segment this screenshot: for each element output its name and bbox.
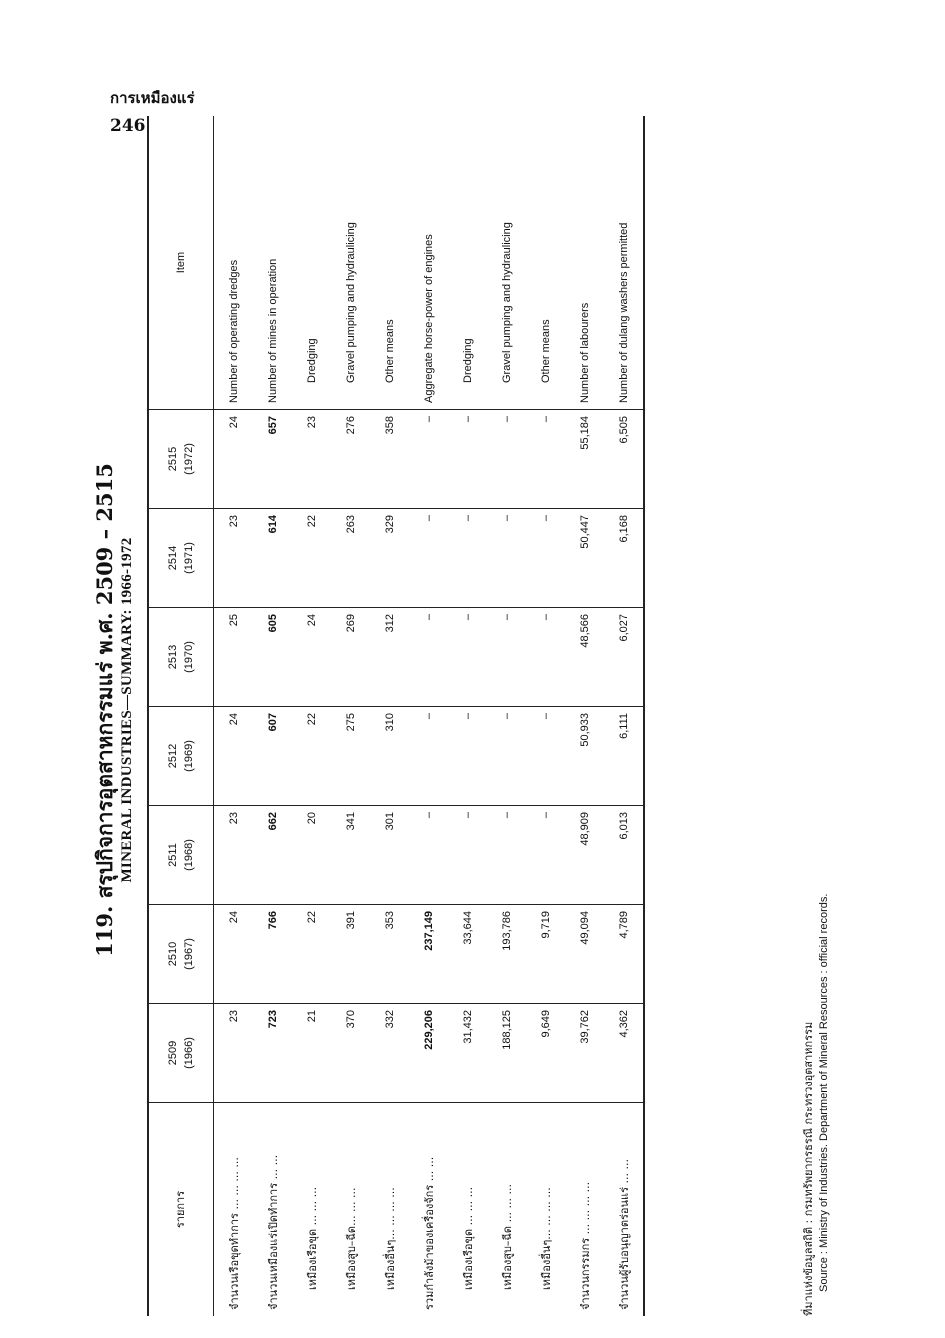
cell-value: 269 xyxy=(331,608,370,707)
row-label-english: Dredging xyxy=(448,116,487,410)
table-row xyxy=(214,116,254,1316)
cell-value: 24 xyxy=(214,905,254,1004)
cell-value: – xyxy=(526,410,565,509)
cell-value: – xyxy=(409,806,448,905)
cell-value: 263 xyxy=(331,509,370,608)
cell-value: 312 xyxy=(370,608,409,707)
cell-value: 229,206 xyxy=(422,1010,435,1050)
source-note-thai: ที่มาแห่งข้อมูลสถิติ : กรมทรัพยากรธรณี กระทรวงอุตสาหกรรม xyxy=(802,1021,815,1316)
cell-value: – xyxy=(409,608,448,707)
year-header: 2514 (1971) xyxy=(148,509,214,608)
cell-value: 614 xyxy=(253,509,292,608)
cell-value: 23 xyxy=(214,806,254,905)
cell-value: 358 xyxy=(370,410,409,509)
year-header: 2512 (1969) xyxy=(148,707,214,806)
cell-value: 6,168 xyxy=(604,509,644,608)
row-label-english: Other means xyxy=(526,116,565,410)
cell-value: – xyxy=(448,410,487,509)
cell-value: 657 xyxy=(253,410,292,509)
cell-value: 24 xyxy=(292,608,331,707)
cell-value: 6,013 xyxy=(604,806,644,905)
row-label-english: Number of dulang washers permitted xyxy=(604,116,644,410)
table-row xyxy=(526,116,565,1316)
cell-value: 605 xyxy=(253,608,292,707)
row-label-english: Gravel pumping and hydraulicing xyxy=(487,116,526,410)
section-header: การเหมืองแร่ xyxy=(110,89,195,107)
cell-value: 193,786 xyxy=(487,905,526,1004)
table-row xyxy=(331,116,370,1316)
cell-value: – xyxy=(487,410,526,509)
cell-value: – xyxy=(487,509,526,608)
cell-value: – xyxy=(526,509,565,608)
cell-value: 6,027 xyxy=(604,608,644,707)
cell-value: 301 xyxy=(370,806,409,905)
row-label-english: Number of labourers xyxy=(565,116,604,410)
cell-value: 329 xyxy=(370,509,409,608)
cell-value: 9,719 xyxy=(526,905,565,1004)
cell-value: 33,644 xyxy=(448,905,487,1004)
row-label-english: Dredging xyxy=(292,116,331,410)
row-label-thai: จำนวนเรือขุดทำการ ... ... ... ... xyxy=(214,1103,254,1317)
cell-value: 48,909 xyxy=(565,806,604,905)
row-label-english: Aggregate horse-power of engines xyxy=(409,116,448,410)
cell-value: – xyxy=(526,608,565,707)
row-label-english: Number of mines in operation xyxy=(253,116,292,410)
cell-value: 21 xyxy=(305,1010,318,1023)
cell-value: 22 xyxy=(292,707,331,806)
row-label-thai: เหมืองอื่นๆ... ... ... ... xyxy=(526,1103,565,1317)
cell-value: – xyxy=(409,707,448,806)
cell-value: 275 xyxy=(331,707,370,806)
page-number: 246 xyxy=(110,116,146,136)
cell-value: 310 xyxy=(370,707,409,806)
header-thai-item: รายการ xyxy=(148,1103,214,1317)
row-label-thai: เหมืองอื่นๆ... ... ... ... xyxy=(370,1103,409,1317)
year-header: 2509 (1966) xyxy=(148,1004,214,1103)
row-label-english: Gravel pumping and hydraulicing xyxy=(331,116,370,410)
cell-value: 23 xyxy=(292,410,331,509)
cell-value: 20 xyxy=(292,806,331,905)
row-label-thai: จำนวนผู้รับอนุญาตร่อนแร่ ... ... xyxy=(604,1103,644,1317)
cell-value: 55,184 xyxy=(565,410,604,509)
cell-value: 22 xyxy=(292,509,331,608)
cell-value: – xyxy=(487,608,526,707)
table-title-thai: 119. สรุปกิจการอุตสาหกรรมแร่ พ.ศ. 2509 – 2515 xyxy=(92,463,117,957)
cell-value: 24 xyxy=(214,410,254,509)
cell-value: 50,933 xyxy=(565,707,604,806)
cell-value: 48,566 xyxy=(565,608,604,707)
source-note-english xyxy=(818,894,830,1292)
cell-value: 9,649 xyxy=(539,1010,552,1038)
row-label-thai: จำนวนเหมืองแร่เปิดทำการ ... ... xyxy=(253,1103,292,1317)
row-label-english: Number of operating dredges xyxy=(214,116,254,410)
cell-value: 39,762 xyxy=(578,1010,591,1044)
table-row xyxy=(370,116,409,1316)
cell-value: – xyxy=(448,608,487,707)
cell-value: 723 xyxy=(266,1010,279,1029)
year-header: 2510 (1967) xyxy=(148,905,214,1004)
cell-value: 23 xyxy=(227,1010,240,1023)
cell-value: 4,789 xyxy=(604,905,644,1004)
cell-value: – xyxy=(409,410,448,509)
cell-value: 370 xyxy=(344,1010,357,1029)
cell-value: 4,362 xyxy=(604,1004,644,1103)
cell-value: – xyxy=(448,707,487,806)
table-row xyxy=(409,116,448,1316)
table-title-english: MINERAL INDUSTRIES—SUMMARY: 1966-1972 xyxy=(119,537,135,883)
cell-value: 24 xyxy=(214,707,254,806)
cell-value: – xyxy=(409,509,448,608)
cell-value: 23 xyxy=(214,509,254,608)
table-row xyxy=(253,116,292,1316)
source-text: : Ministry of Industries. Department of Mineral Resources : official records. xyxy=(818,893,830,1255)
cell-value: 607 xyxy=(253,707,292,806)
table-row xyxy=(292,116,331,1316)
cell-value: 332 xyxy=(383,1010,396,1029)
table-row xyxy=(604,116,644,1316)
cell-value: 6,505 xyxy=(604,410,644,509)
cell-value: 50,447 xyxy=(565,509,604,608)
cell-value: 353 xyxy=(370,905,409,1004)
cell-value: 22 xyxy=(292,905,331,1004)
table-row xyxy=(448,116,487,1316)
row-label-thai: เหมืองเรือขุด ... ... ... xyxy=(448,1103,487,1317)
cell-value: 6,111 xyxy=(604,707,644,806)
header-english-item: Item xyxy=(148,116,214,410)
row-label-english: Other means xyxy=(370,116,409,410)
cell-value: 341 xyxy=(331,806,370,905)
row-label-thai: เหมืองเรือขุด ... ... ... xyxy=(292,1103,331,1317)
row-label-thai: เหมืองสูบ–ฉีด... ... ... xyxy=(331,1103,370,1317)
cell-value: 49,094 xyxy=(565,905,604,1004)
year-header: 2511 (1968) xyxy=(148,806,214,905)
cell-value: – xyxy=(487,806,526,905)
rotated-table-page xyxy=(83,90,863,1330)
table-row xyxy=(565,116,604,1316)
cell-value: – xyxy=(487,707,526,806)
row-label-thai: รวมกำลังม้าของเครื่องจักร ... ... xyxy=(409,1103,448,1317)
cell-value: 188,125 xyxy=(500,1010,513,1050)
cell-value: – xyxy=(448,806,487,905)
year-header: 2513 (1970) xyxy=(148,608,214,707)
row-label-thai: เหมืองสูบ–ฉีด ... ... ... xyxy=(487,1103,526,1317)
table-header-row xyxy=(148,116,214,1316)
cell-value: 391 xyxy=(331,905,370,1004)
cell-value: 276 xyxy=(331,410,370,509)
table-row xyxy=(487,116,526,1316)
row-label-thai: จำนวนกรรมกร ... ... ... ... xyxy=(565,1103,604,1317)
cell-value: 25 xyxy=(214,608,254,707)
cell-value: – xyxy=(448,509,487,608)
cell-value: 662 xyxy=(253,806,292,905)
source-label: Source xyxy=(818,1257,830,1292)
cell-value: 766 xyxy=(253,905,292,1004)
cell-value: 237,149 xyxy=(409,905,448,1004)
year-header: 2515 (1972) xyxy=(148,410,214,509)
cell-value: 31,432 xyxy=(461,1010,474,1044)
cell-value: – xyxy=(526,707,565,806)
cell-value: – xyxy=(526,806,565,905)
summary-table xyxy=(147,116,645,1316)
